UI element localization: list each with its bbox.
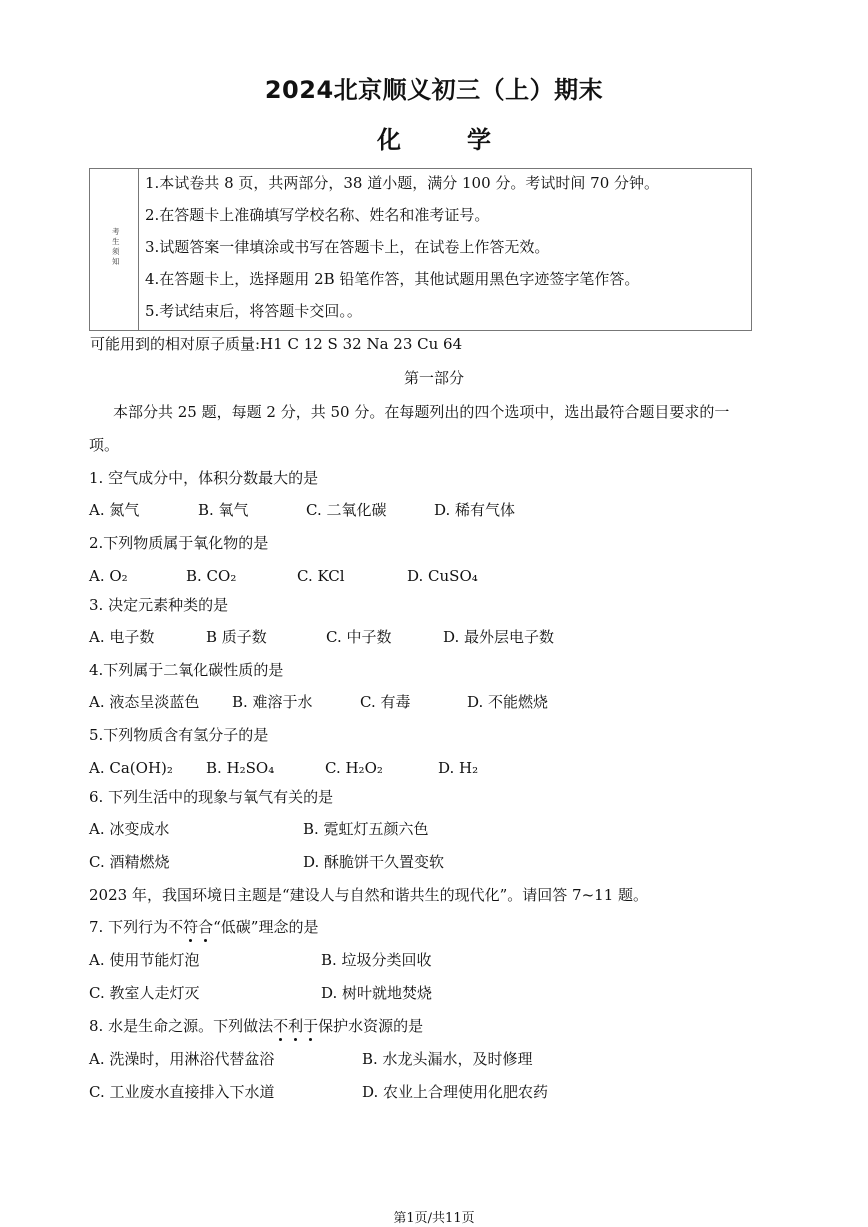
notice-line-4: 4.在答题卡上，选择题用 2B 铅笔作答，其他试题用黑色字迹签字笔作答。 <box>145 270 640 288</box>
question-4-option-c: C. 有毒 <box>360 693 411 711</box>
exam-notice-box <box>89 168 752 331</box>
emphasis-char: 符 <box>183 918 199 936</box>
question-6-option-b: B. 霓虹灯五颜六色 <box>303 820 429 838</box>
question-2-option-d: D. CuSO₄ <box>407 567 478 585</box>
question-3-option-c: C. 中子数 <box>326 628 392 646</box>
question-5-option-b: B. H₂SO₄ <box>206 759 275 777</box>
question-7-stem <box>89 917 318 937</box>
question-8-stem <box>89 1016 423 1036</box>
question-7-stem-pre: 7. 下列行为不 <box>89 918 184 936</box>
question-1-option-a: A. 氮气 <box>89 501 140 519</box>
emphasis-char: 于 <box>303 1017 319 1035</box>
question-7-option-b: B. 垃圾分类回收 <box>321 951 432 969</box>
question-5-stem: 5.下列物质含有氢分子的是 <box>89 726 269 744</box>
question-3-option-b: B 质子数 <box>206 628 267 646</box>
question-3-option-d: D. 最外层电子数 <box>443 628 555 646</box>
notice-side-label: 考生须知 <box>112 227 120 266</box>
notice-line-5: 5.考试结束后，将答题卡交回。。 <box>145 302 362 320</box>
question-1-option-d: D. 稀有气体 <box>434 501 516 519</box>
question-7-stem-post: “低碳”理念的是 <box>213 918 319 936</box>
notice-line-2: 2.在答题卡上准确填写学校名称、姓名和准考证号。 <box>145 206 490 224</box>
question-2-option-c: C. KCl <box>297 567 345 585</box>
question-7-option-a: A. 使用节能灯泡 <box>89 951 200 969</box>
question-8-stem-pre: 8. 水是生命之源。下列做法 <box>89 1017 274 1035</box>
notice-line-1: 1.本试卷共 8 页，共两部分，38 道小题，满分 100 分。考试时间 70 分钟。 <box>145 174 660 192</box>
question-5-option-d: D. H₂ <box>438 759 479 777</box>
question-6-option-d: D. 酥脆饼干久置变软 <box>303 853 445 871</box>
question-2-stem: 2.下列物质属于氧化物的是 <box>89 534 269 552</box>
part-intro-line-1: 本部分共 25 题，每题 2 分，共 50 分。在每题列出的四个选项中，选出最符合题目要求的一 <box>113 403 730 421</box>
question-6-option-c: C. 酒精燃烧 <box>89 853 170 871</box>
question-3-option-a: A. 电子数 <box>89 628 155 646</box>
emphasis-char: 合 <box>198 918 214 936</box>
question-5-option-a: A. Ca(OH)₂ <box>89 759 173 777</box>
page-footer: 第1页/共11页 <box>393 1211 475 1226</box>
question-8-emphasis <box>273 1016 318 1036</box>
question-8-option-c: C. 工业废水直接排入下水道 <box>89 1083 275 1101</box>
question-7-option-d: D. 树叶就地焚烧 <box>321 984 433 1002</box>
part-intro-line-2: 项。 <box>89 436 120 454</box>
atomic-masses-note: 可能用到的相对原子质量:H1 C 12 S 32 Na 23 Cu 64 <box>90 335 463 353</box>
question-5-option-c: C. H₂O₂ <box>325 759 383 777</box>
emphasis-char: 不 <box>273 1017 289 1035</box>
question-2-option-b: B. CO₂ <box>186 567 237 585</box>
subject-title <box>0 120 868 155</box>
question-1-stem: 1. 空气成分中，体积分数最大的是 <box>89 469 319 487</box>
question-4-option-b: B. 难溶于水 <box>232 693 313 711</box>
question-1-option-b: B. 氧气 <box>198 501 249 519</box>
subject-char-2: 学 <box>467 126 491 154</box>
question-8-stem-post: 保护水资源的是 <box>318 1017 424 1035</box>
question-7-option-c: C. 教室人走灯灭 <box>89 984 200 1002</box>
question-3-stem: 3. 决定元素种类的是 <box>89 596 229 614</box>
page-title: 2024北京顺义初三（上）期末 <box>264 76 604 104</box>
subject-char-1: 化 <box>377 126 401 154</box>
question-6-option-a: A. 冰变成水 <box>89 820 170 838</box>
question-8-option-b: B. 水龙头漏水，及时修理 <box>362 1050 533 1068</box>
notice-line-3: 3.试题答案一律填涂或书写在答题卡上，在试卷上作答无效。 <box>145 238 550 256</box>
question-1-option-c: C. 二氧化碳 <box>306 501 387 519</box>
question-6-stem: 6. 下列生活中的现象与氧气有关的是 <box>89 788 334 806</box>
part-heading: 第一部分 <box>403 369 464 387</box>
question-4-option-a: A. 液态呈淡蓝色 <box>89 693 200 711</box>
question-8-option-d: D. 农业上合理使用化肥农药 <box>362 1083 549 1101</box>
emphasis-char: 利 <box>288 1017 304 1035</box>
question-2-option-a: A. O₂ <box>89 567 128 585</box>
question-4-option-d: D. 不能燃烧 <box>467 693 549 711</box>
question-7-emphasis <box>183 917 213 937</box>
question-8-option-a: A. 洗澡时，用淋浴代替盆浴 <box>89 1050 275 1068</box>
question-4-stem: 4.下列属于二氧化碳性质的是 <box>89 661 284 679</box>
question-group-context: 2023 年，我国环境日主题是“建设人与自然和谐共生的现代化”。请回答 7~11 题。 <box>89 886 649 904</box>
notice-side-cell <box>90 169 139 330</box>
